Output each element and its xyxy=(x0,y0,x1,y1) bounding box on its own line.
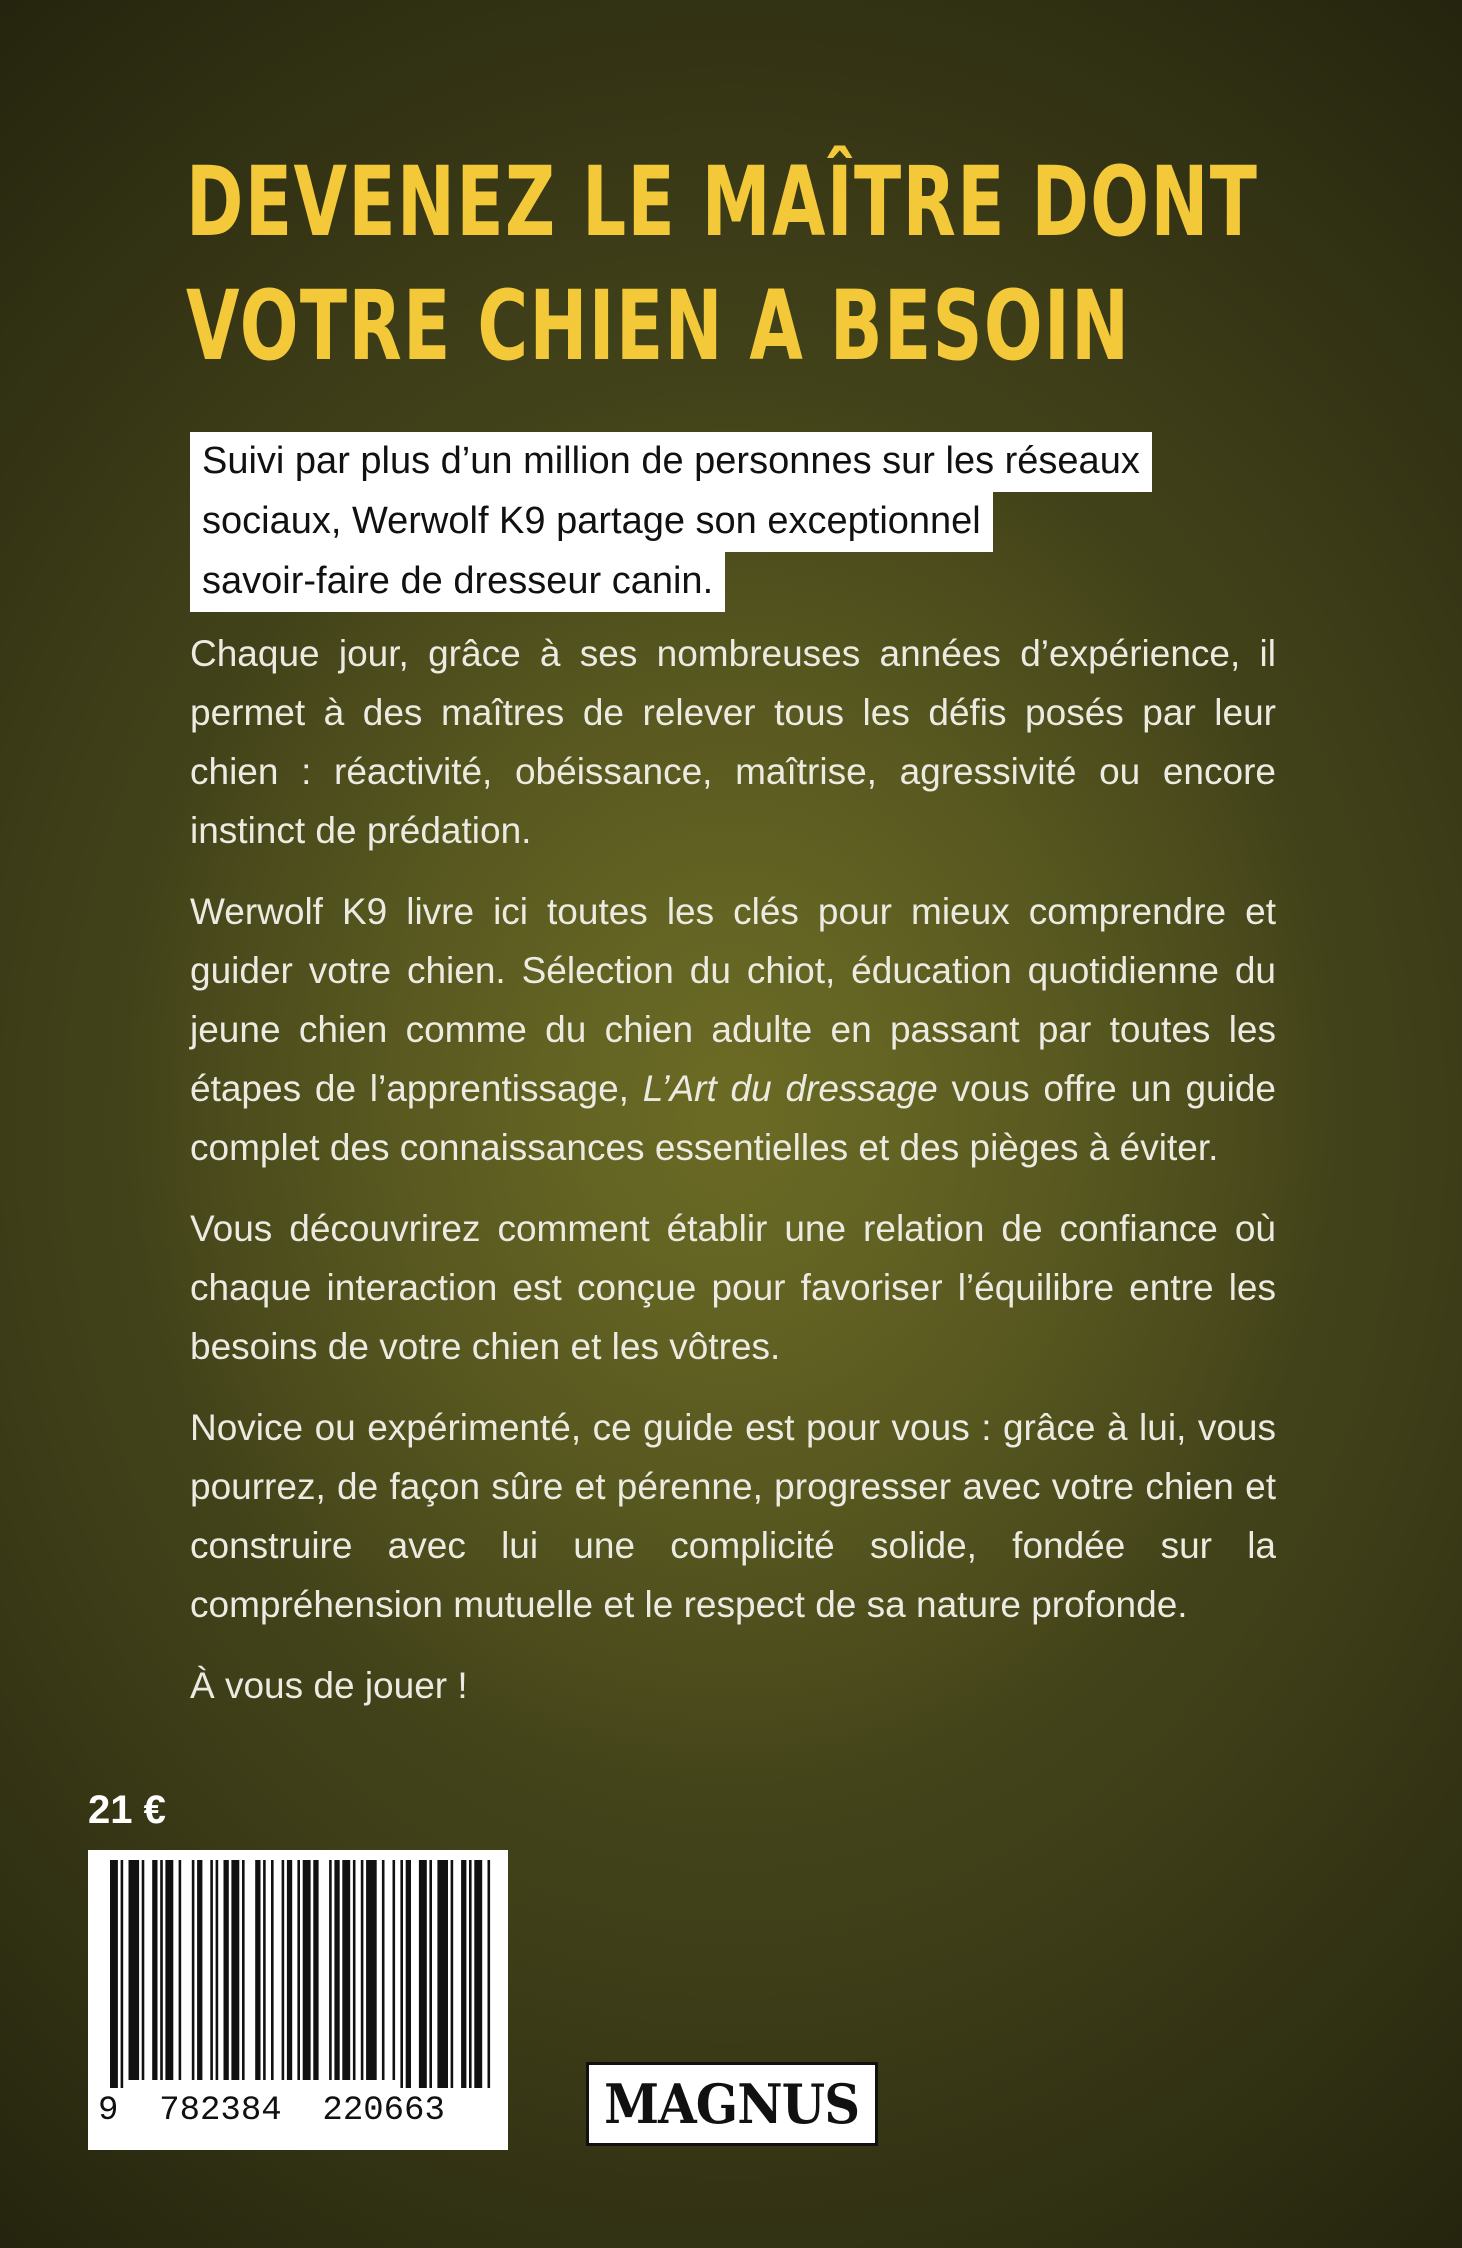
barcode-bar xyxy=(429,1860,432,2088)
barcode-bar xyxy=(400,1860,403,2088)
isbn-digits: 9 782384 220663 xyxy=(98,2092,445,2130)
book-title-italic: L’Art du dressage xyxy=(642,1068,938,1109)
barcode-bar xyxy=(197,1860,202,2080)
headline-line-2: VOTRE CHIEN A BESOIN xyxy=(186,270,1131,382)
barcode-bar xyxy=(342,1860,350,2080)
barcode-bar xyxy=(451,1860,454,2088)
price-label: 21 € xyxy=(88,1788,166,1832)
intro-line-2: sociaux, Werwolf K9 partage son exceptionnel xyxy=(190,492,993,552)
blurb-paragraph-4: Novice ou expérimenté, ce guide est pour vous : grâce à lui, vous pourrez, de façon sûre et pérenne, progresser avec votre chien et construire avec lui une complicité solide, fondée sur la compréhension mutuelle et le respect de sa nature profonde. xyxy=(190,1407,1276,1625)
publisher-name: MAGNUS xyxy=(604,2072,860,2136)
barcode-bar xyxy=(474,1860,482,2088)
blurb-paragraph-2 xyxy=(190,882,1276,1177)
barcode-bar xyxy=(255,1860,260,2080)
blurb-body xyxy=(190,624,1276,1737)
barcode-bar xyxy=(419,1860,427,2088)
barcode-bar xyxy=(263,1860,266,2080)
blurb-paragraph-3: Vous découvrirez comment établir une relation de confiance où chaque interaction est conçue pour favoriser l’équilibre entre les besoins de votre chien et les vôtres. xyxy=(190,1208,1276,1367)
barcode-bar xyxy=(329,1860,332,2080)
barcode-bar xyxy=(303,1860,311,2080)
blurb-paragraph-2-end: vous offre un guide complet des connaissances essentielles et des pièges à éviter. xyxy=(190,1068,1276,1168)
barcode-bar xyxy=(406,1860,411,2088)
barcode-bar xyxy=(160,1860,163,2080)
barcode-bar xyxy=(121,1860,124,2088)
highlighted-intro xyxy=(190,432,1270,612)
intro-line-1: Suivi par plus d’un million de personnes sur les réseaux xyxy=(190,432,1152,492)
barcode-bar xyxy=(231,1860,239,2080)
blurb-paragraph-5: À vous de jouer ! xyxy=(190,1665,468,1706)
barcode-bar xyxy=(242,1860,245,2080)
barcode-bar xyxy=(393,1860,396,2080)
barcode-bar xyxy=(469,1860,472,2088)
barcode-bar xyxy=(152,1860,157,2080)
barcode-bar xyxy=(353,1860,356,2080)
barcode-bar xyxy=(165,1860,173,2080)
barcode-bar xyxy=(271,1860,274,2080)
isbn-barcode xyxy=(88,1850,508,2150)
blurb-paragraph-2-start: Werwolf K9 livre ici toutes les clés pour mieux comprendre et guider votre chien. Sélection du chiot, éducation quotidienne du jeune chien comme du chien adulte en passant par toutes les étapes de l’apprentissage, xyxy=(190,891,1276,1109)
barcode-bar xyxy=(461,1860,466,2088)
headline-line-1: DEVENEZ LE MAÎTRE DONT xyxy=(186,146,1259,258)
barcode-bar xyxy=(287,1860,292,2080)
barcode-bar xyxy=(366,1860,377,2080)
barcode-bar xyxy=(179,1860,182,2080)
barcode-bar xyxy=(437,1860,448,2088)
barcode-bar xyxy=(382,1860,385,2080)
barcode-bar xyxy=(334,1860,339,2080)
barcode-bar xyxy=(313,1860,318,2080)
barcode-bar xyxy=(361,1860,364,2080)
barcode-bar xyxy=(224,1860,229,2080)
barcode-bar xyxy=(216,1860,219,2080)
barcode-bar xyxy=(488,1860,491,2088)
cover-headline xyxy=(186,140,1338,388)
barcode-bar xyxy=(297,1860,300,2080)
barcode-bar xyxy=(110,1860,118,2088)
barcode-bar xyxy=(142,1860,145,2080)
intro-line-3: savoir-faire de dresseur canin. xyxy=(190,552,725,612)
barcode-bar xyxy=(210,1860,213,2080)
barcode-bar xyxy=(192,1860,195,2080)
barcode-bar xyxy=(129,1860,140,2080)
publisher-logo xyxy=(586,2062,878,2146)
barcode-bar xyxy=(282,1860,285,2080)
blurb-paragraph-1: Chaque jour, grâce à ses nombreuses années d’expérience, il permet à des maîtres de relever tous les défis posés par leur chien : réactivité, obéissance, maîtrise, agressivité ou encore instinct de prédation. xyxy=(190,633,1276,851)
